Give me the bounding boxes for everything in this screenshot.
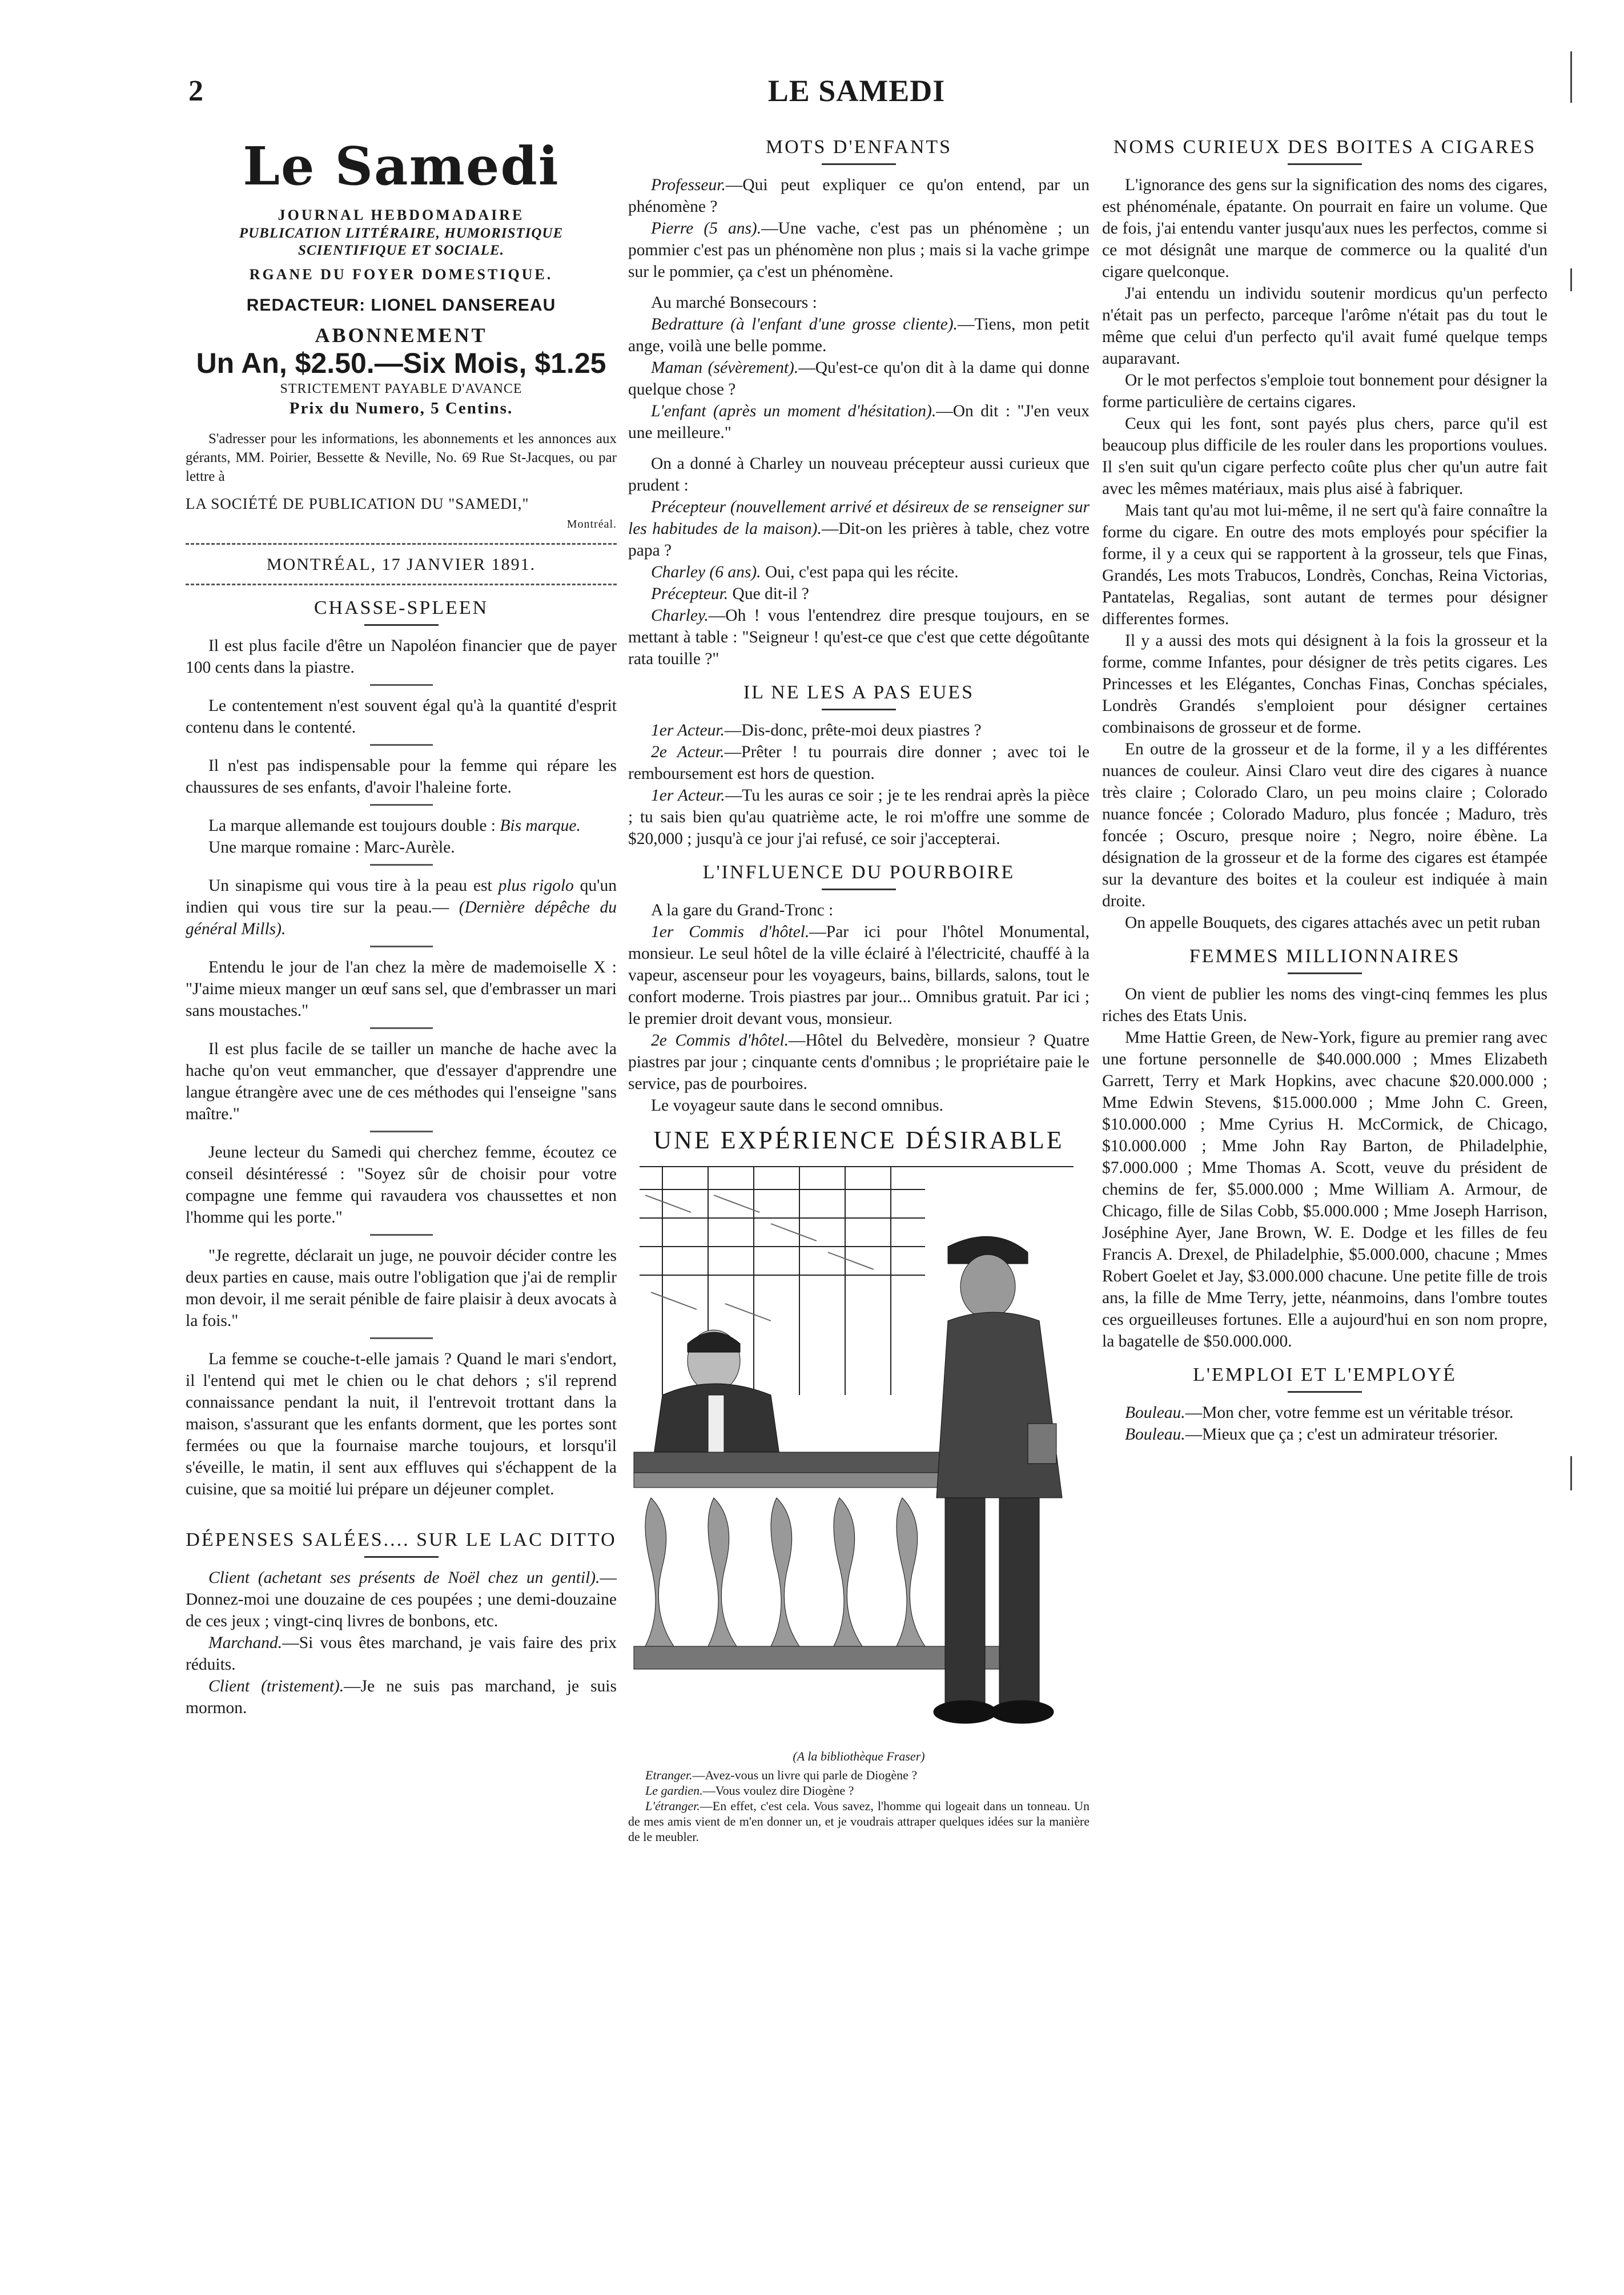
running-title: LE SAMEDI bbox=[767, 74, 946, 108]
subscription-heading: ABONNEMENT bbox=[315, 324, 488, 347]
paragraph: Le contentement n'est souvent égal qu'à la quantité d'esprit contenu dans le contenté. bbox=[186, 697, 617, 737]
paragraph: Mme Hattie Green, de New-York, figure au premier rang avec une fortune personnelle de $40.000.000 ; Mmes Elizabeth Garrett, Terry et Mark Hopkins, avec chacune $20.000.000 ; Mme Edwin Stevens, $15.000.000 ; Mme John C. Green, $10.000.000 ; Mme Cyrius H. McCormick, de Chicago, $10.000.000 ; Mme John Ray Barton, de Philadelphie, $7.000.000 ; Mme Thomas A. Scott, veuve du président de chemins de fer, $5.000.000 ; Mme William A. Armour, de Chicago, fille de Silas Cobb, $5.000.000 ; Mme Joseph Harrison, Joséphine Ayer, Jane Brown, W. E. Dodge et les filles de feu Francis A. Drexel, de Philadelphie, $5.000.000, chacune ; Mmes Robert Goelet et Jay, $3.000.000 chacune. Une petite fille de trois ans, la fille de Mme Terry, jette, néanmoins, dans l'ombre toutes ces orgueilleuses fortunes. Elle a aujourd'hui en son nom propre, la bagatelle de $50.000.000. bbox=[1102, 1028, 1547, 1351]
speaker: Bouleau. bbox=[1125, 1425, 1185, 1444]
section-rule bbox=[364, 624, 439, 626]
paragraph: En outre de la grosseur et de la forme, il y a les différentes nuances de couleur. Ainsi Claro veut dire des cigares à nuance très claire ; Colorado Claro, un peu moins claire ; Colorado nuance foncée ; Colorado Maduro, plus foncée ; Maduro, très foncée ; Oscuro, presque noire ; Negro, noire ébène. La désignation de la grosseur et de la forme des cigares est étampée sur la devanture des boites et la couleur est indiquée à main droite. bbox=[1102, 740, 1547, 910]
text: —Si vous êtes marchand, je vais faire des prix réduits. bbox=[186, 1634, 617, 1674]
text: —Qu'est-ce qu'on dit à la dame qui donne quelque chose ? bbox=[628, 359, 1090, 399]
paragraph bbox=[186, 1632, 617, 1675]
text: —Dit-on les prières à table, chez votre papa ? bbox=[628, 520, 1090, 560]
speaker: Précepteur (nouvellement arrivé et désireux de se renseigner sur les habitudes de la maison). bbox=[628, 498, 1090, 538]
masthead-title: Le Samedi bbox=[243, 135, 560, 197]
illustration-block bbox=[628, 1126, 1090, 1844]
paragraph bbox=[628, 400, 1090, 444]
section-title-noms-curieux: NOMS CURIEUX DES BOITES A CIGARES bbox=[1113, 136, 1537, 158]
speaker: Professeur. bbox=[651, 176, 726, 194]
paragraph: J'ai entendu un individu soutenir mordicus qu'un perfecto n'était pas un perfecto, parceque l'arôme n'était pas du tout le même que celui d'un perfecto qu'il avait fumé quelque temps auparavant. bbox=[1102, 284, 1547, 368]
item-rule bbox=[370, 804, 433, 806]
masthead-divider bbox=[186, 543, 617, 545]
paragraph bbox=[628, 218, 1090, 283]
speaker: Précepteur. bbox=[651, 585, 729, 603]
text: —Avez-vous un livre qui parle de Diogène ? bbox=[692, 1768, 918, 1782]
paragraph bbox=[628, 313, 1090, 357]
section-rule bbox=[1288, 1391, 1362, 1393]
section-rule bbox=[1288, 163, 1362, 165]
section-title-femmes: FEMMES MILLIONNAIRES bbox=[1189, 946, 1461, 967]
paragraph bbox=[186, 875, 617, 940]
masthead-editor: REDACTEUR: LIONEL DANSEREAU bbox=[246, 296, 556, 315]
paragraph: Au marché Bonsecours : bbox=[651, 294, 817, 312]
paragraph: Le voyageur saute dans le second omnibus. bbox=[651, 1096, 944, 1115]
speaker: L'étranger. bbox=[645, 1799, 700, 1813]
text: —Mon cher, votre femme est un véritable trésor. bbox=[1185, 1404, 1514, 1422]
text: —Tu les auras ce soir ; je te les rendrai après la pièce ; tu sais bien qu'au quatrième acte, le roi m'offre une somme de $20,000 ; jusqu'à ce jour j'ai refusé, ce soir j'accepterai. bbox=[628, 786, 1090, 848]
text: —Qui peut expliquer ce qu'on entend, par un phénomène ? bbox=[628, 176, 1090, 216]
single-issue-price: Prix du Numero, 5 Centins. bbox=[289, 399, 513, 417]
section-rule bbox=[1288, 972, 1362, 974]
speaker: Charley (6 ans). bbox=[651, 563, 761, 581]
text: —Dis-donc, prête-moi deux piastres ? bbox=[724, 721, 982, 739]
subscription-price: Un An, $2.50.—Six Mois, $1.25 bbox=[196, 347, 606, 379]
paragraph: "Je regrette, déclarait un juge, ne pouvoir décider contre les deux parties en cause, mais outre l'obligation que j'ai de remplir mon devoir, il me serait pénible de faire plaisir à deux avocats à la fois." bbox=[186, 1247, 617, 1330]
section-title-depenses: DÉPENSES SALÉES.... SUR LE LAC DITTO bbox=[186, 1529, 617, 1550]
speaker: Marchand. bbox=[208, 1634, 283, 1652]
paragraph bbox=[628, 357, 1090, 400]
paragraph: La femme se couche-t-elle jamais ? Quand le mari s'endort, il l'entend qui met le chien ou le chat dehors ; s'il reprend connaissance pendant la nuit, il l'entrevoit trottant dans la maison, s'assurant que les enfants dorment, que les portes sont fermées ou que la fournaise marche toujours, et lorsqu'il s'éveille, le matin, il sent aux effluves qui s'échappent de la cuisine, que sa moitié lui prépare un déjeuner complet. bbox=[186, 1350, 617, 1498]
section-title-mots: MOTS D'ENFANTS bbox=[765, 136, 952, 158]
speaker: Bouleau. bbox=[1125, 1404, 1185, 1422]
masthead-subtitle: JOURNAL HEBDOMADAIRE bbox=[278, 207, 525, 223]
speaker: L'enfant (après un moment d'hésitation). bbox=[651, 402, 936, 420]
text: Que dit-il ? bbox=[732, 585, 809, 603]
masthead-organ: RGANE DU FOYER DOMESTIQUE. bbox=[249, 266, 553, 283]
text: —Donnez-moi une douzaine de ces poupées ; une demi-douzaine de ces jeux ; vingt-cinq livres de bonbons, etc. bbox=[186, 1569, 617, 1630]
item-rule bbox=[370, 684, 433, 686]
paragraph: Mais tant qu'au mot lui-même, il ne sert qu'à faire connaître la forme du cigare. En outre des mots employés pour spécifier la forme, il y a ceux qui se rapportent à la grosseur, tels que Finas, Grandés, Les mots Trabucos, Londrès, Conchas, Reina Victorias, Pantatelas, Regalias, sont autant de termes pour désigner differentes formes. bbox=[1102, 501, 1547, 628]
speaker: 2e Commis d'hôtel. bbox=[651, 1031, 789, 1050]
paragraph: Jeune lecteur du Samedi qui cherchez femme, écoutez ce conseil désintéressé : "Soyez sûr de choisir pour votre compagne une femme qui ravaudera vos chaussettes et non l'homme qui les porte." bbox=[186, 1143, 617, 1227]
speaker: Maman (sévèrement). bbox=[651, 359, 799, 377]
paragraph: A la gare du Grand-Tronc : bbox=[651, 901, 834, 919]
text: —On dit : "J'en veux une meilleure." bbox=[628, 402, 1090, 442]
column-middle bbox=[628, 132, 1090, 1844]
paragraph bbox=[628, 583, 1090, 605]
dateline-divider bbox=[186, 584, 617, 585]
text: —Tiens, mon petit ange, voilà une belle pomme. bbox=[628, 315, 1090, 355]
text: —Vous voulez dire Diogène ? bbox=[702, 1783, 854, 1798]
paragraph: Il n'est pas indispensable pour la femme qui répare les chaussures de ses enfants, d'avoir l'haleine forte. bbox=[186, 757, 617, 797]
margin-mark bbox=[1570, 1456, 1572, 1490]
margin-mark bbox=[1570, 51, 1572, 103]
text: —Je ne suis pas marchand, je suis mormon. bbox=[186, 1677, 617, 1717]
paragraph: Il y a aussi des mots qui désignent à la fois la grosseur et la forme, comme Infantes, pour désigner de très petits cigares. Les Princesses et les Elégantes, Conchas Finas, Conchas spéciales, Londrès Grandés s'emploient pour désigner certaines combinaisons de grosseur et de forme. bbox=[1102, 632, 1547, 737]
speaker: 1er Commis d'hôtel. bbox=[651, 923, 810, 941]
speaker: 1er Acteur. bbox=[651, 786, 725, 805]
text: —Une vache, c'est pas un phénomène ; un pommier c'est pas un phénomène non plus ; mais si la vache grimpe sur le pommier, ça c'est un phénomène. bbox=[628, 219, 1090, 281]
speaker: Le gardien. bbox=[645, 1783, 703, 1798]
paragraph bbox=[628, 496, 1090, 561]
paragraph: On a donné à Charley un nouveau précepteur aussi curieux que prudent : bbox=[628, 455, 1090, 495]
paragraph bbox=[628, 921, 1090, 1030]
paragraph bbox=[186, 1567, 617, 1632]
paragraph: Ceux qui les font, sont payés plus chers, parce qu'il est beaucoup plus difficile de les rouler dans les proportions voulues. Il s'en suit qu'un cigare perfecto coûte plus cher qu'un autre fait avec les mêmes matériaux, mais plus aisé à fabriquer. bbox=[1102, 415, 1547, 498]
engraving-illustration bbox=[628, 1155, 1090, 1738]
speaker: 1er Acteur. bbox=[651, 721, 725, 739]
illustration-caption: (A la bibliothèque Fraser) bbox=[793, 1749, 925, 1763]
paragraph: Entendu le jour de l'an chez la mère de mademoiselle X : "J'aime mieux manger un œuf sans sel, que d'embrasser un mari sans moustaches." bbox=[186, 958, 617, 1020]
paragraph: On vient de publier les noms des vingt-cinq femmes les plus riches des Etats Unis. bbox=[1102, 985, 1547, 1025]
item-rule bbox=[370, 864, 433, 866]
publisher-city: Montréal. bbox=[566, 518, 617, 530]
paragraph: Il est plus facile d'être un Napoléon financier que de payer 100 cents dans la piastre. bbox=[186, 637, 617, 677]
text: —Oh ! vous l'entendrez dire presque toujours, en se mettant à table : "Seigneur ! qu'est-ce que c'est que cette dégoûtante rata touille ?" bbox=[628, 606, 1090, 668]
paragraph: On appelle Bouquets, des cigares attachés avec un petit ruban bbox=[1125, 914, 1541, 932]
paragraph bbox=[628, 1798, 1090, 1844]
contact-address: S'adresser pour les informations, les abonnements et les annonces aux gérants, MM. Poirier, Bessette & Neville, No. 69 Rue St-Jacques, ou par lettre à bbox=[186, 431, 617, 484]
speaker: Etranger. bbox=[645, 1768, 693, 1782]
speaker: Client (tristement). bbox=[208, 1677, 344, 1695]
speaker: Client (achetant ses présents de Noël chez un gentil). bbox=[208, 1569, 600, 1587]
paragraph: Or le mot perfectos s'emploie tout bonnement pour désigner la forme particulière de certains cigares. bbox=[1102, 371, 1547, 411]
speaker: Pierre (5 ans). bbox=[651, 219, 762, 238]
paragraph: Une marque romaine : Marc-Aurèle. bbox=[208, 838, 455, 857]
paragraph bbox=[1102, 1424, 1547, 1445]
item-rule bbox=[370, 744, 433, 746]
paragraph: L'ignorance des gens sur la signification des noms des cigares, est phénoménale, épatante. On pourrait en faire un volume. Que de fois, j'ai entendu vanter jusqu'aux nues les perfectos, comme si ce mot désignât une marque de commerce ou la qualité d'un cigare quelconque. bbox=[1102, 176, 1547, 281]
text: qu'un indien qui vous tire sur la peau.— bbox=[186, 877, 617, 917]
section-rule bbox=[822, 889, 896, 890]
masthead-description: PUBLICATION LITTÉRAIRE, HUMORISTIQUE SCIENTIFIQUE ET SOCIALE. bbox=[239, 226, 564, 258]
text: (Dernière dépêche du général Mills). bbox=[186, 898, 617, 938]
paragraph bbox=[186, 815, 617, 837]
text: —Mieux que ça ; c'est un admirateur trésorier. bbox=[1185, 1425, 1498, 1444]
paragraph bbox=[628, 1767, 1090, 1783]
paragraph bbox=[628, 741, 1090, 785]
speaker: Charley. bbox=[651, 606, 709, 625]
margin-mark bbox=[1570, 268, 1572, 291]
section-rule bbox=[822, 709, 896, 710]
text: Un sinapisme qui vous tire à la peau est bbox=[208, 877, 492, 895]
paragraph bbox=[628, 785, 1090, 850]
text: —En effet, c'est cela. Vous savez, l'homme qui logeait dans un tonneau. Un de mes amis vient de m'en donner un, et je voudrais attraper quelques idées sur la manière de le meubler. bbox=[628, 1799, 1090, 1844]
text: Bis marque. bbox=[500, 817, 581, 835]
section-rule bbox=[364, 1556, 439, 1558]
column-right bbox=[1102, 132, 1547, 1445]
subscription-terms: STRICTEMENT PAYABLE D'AVANCE bbox=[280, 381, 522, 396]
section-title-eues: IL NE LES A PAS EUES bbox=[743, 682, 975, 703]
paragraph bbox=[1102, 1402, 1547, 1424]
text: plus rigolo bbox=[498, 877, 574, 895]
section-title-emploi: L'EMPLOI ET L'EMPLOYÉ bbox=[1193, 1364, 1457, 1385]
text: Oui, c'est papa qui les récite. bbox=[765, 563, 959, 581]
paragraph bbox=[628, 1783, 1090, 1798]
publisher-society: LA SOCIÉTÉ DE PUBLICATION DU "SAMEDI," bbox=[186, 495, 529, 512]
speaker: Bedratture (à l'enfant d'une grosse cliente). bbox=[651, 315, 958, 333]
item-rule bbox=[370, 1027, 433, 1029]
text: —Par ici pour l'hôtel Monumental, monsieur. Le seul hôtel de la ville éclairé à l'électricité, chauffé à la vapeur, ascenseur pour les voyageurs, bains, billards, salons, tout le confort moderne. Trois piastres par jour... Omnibus gratuit. Par ici ; le premier droit devant vous, monsieur. bbox=[628, 923, 1090, 1028]
section-title-pourboire: L'INFLUENCE DU POURBOIRE bbox=[702, 862, 1015, 883]
page-number: 2 bbox=[188, 75, 203, 107]
dateline: MONTRÉAL, 17 JANVIER 1891. bbox=[266, 555, 536, 574]
section-title-chasse-spleen: CHASSE-SPLEEN bbox=[313, 597, 489, 618]
paragraph bbox=[186, 1675, 617, 1719]
text: La marque allemande est toujours double : bbox=[208, 817, 496, 835]
paragraph bbox=[628, 720, 1090, 741]
text: —Prêter ! tu pourrais dire donner ; avec toi le remboursement est hors de question. bbox=[628, 743, 1090, 783]
illustration-title: UNE EXPÉRIENCE DÉSIRABLE bbox=[653, 1126, 1064, 1154]
illustration-dialogue bbox=[628, 1767, 1090, 1844]
section-rule bbox=[822, 163, 896, 165]
paragraph bbox=[628, 605, 1090, 670]
item-rule bbox=[370, 1234, 433, 1236]
text: —Hôtel du Belvedère, monsieur ? Quatre piastres par jour ; cinquante cents d'omnibus ; le propriétaire paie le service, pas de pourboires. bbox=[628, 1031, 1090, 1093]
paragraph bbox=[628, 174, 1090, 218]
item-rule bbox=[370, 1131, 433, 1132]
speaker: 2e Acteur. bbox=[651, 743, 725, 761]
paragraph bbox=[628, 1030, 1090, 1095]
item-rule bbox=[370, 946, 433, 947]
paragraph bbox=[628, 561, 1090, 583]
item-rule bbox=[370, 1337, 433, 1339]
column-left bbox=[186, 132, 617, 1719]
paragraph: Il est plus facile de se tailler un manche de hache avec la hache qu'on veut emmancher, que d'essayer d'apprendre une langue étrangère avec une de ces méthodes qui l'enseigne "sans maître." bbox=[186, 1040, 617, 1123]
